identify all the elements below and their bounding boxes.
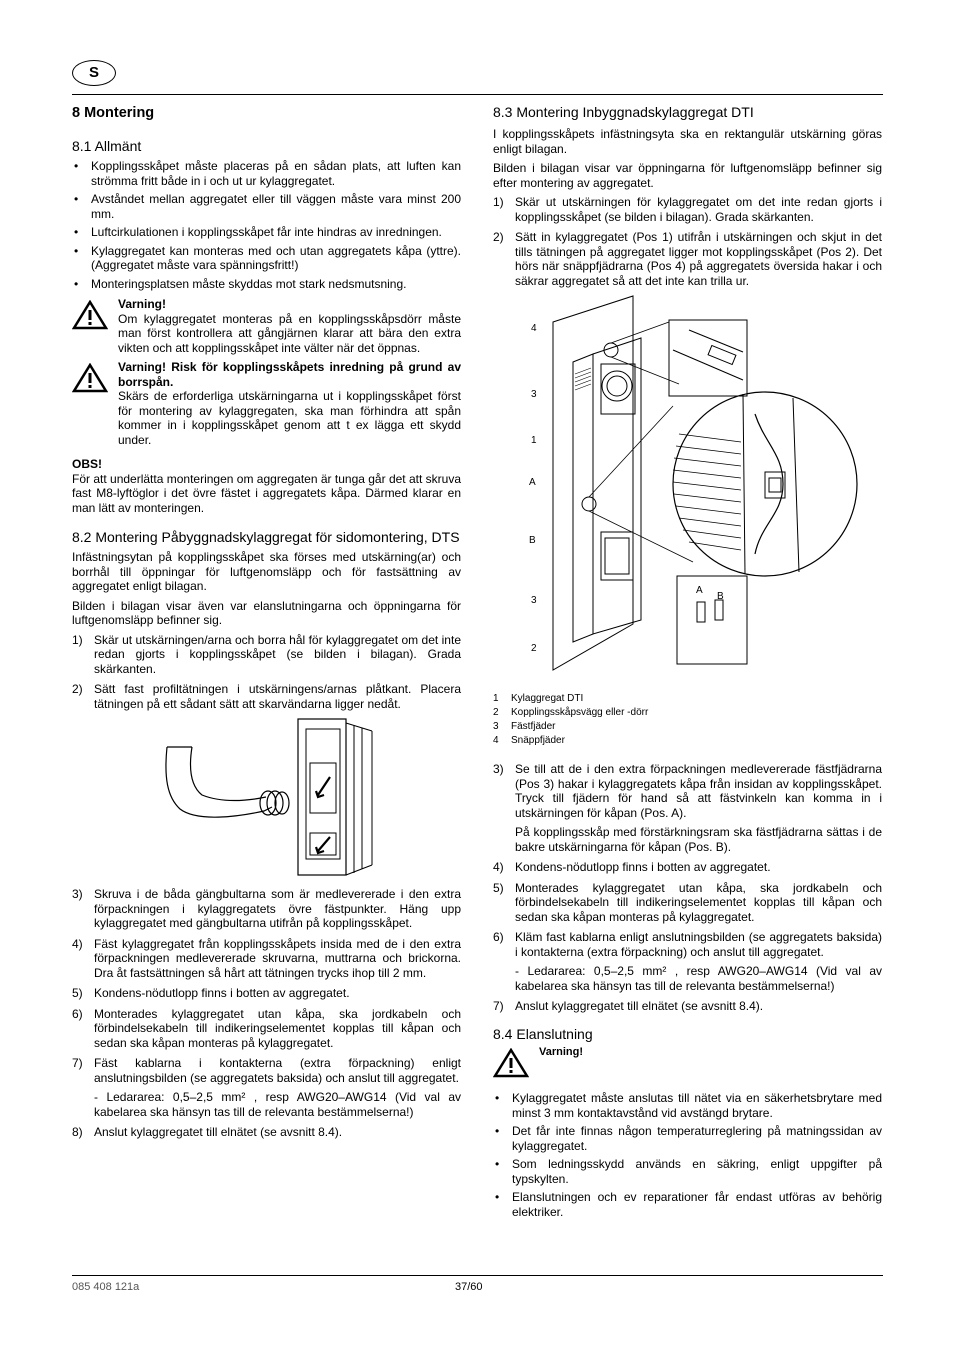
- callout-label: B: [529, 535, 536, 546]
- header-rule: [72, 94, 883, 95]
- section-8-1-title: 8.1 Allmänt: [72, 138, 142, 154]
- language-badge: S: [72, 60, 116, 86]
- paragraph: Bilden i bilagan visar var öppningarna för luftgenomsläpp befinner sig efter montering av aggregatet.: [493, 161, 882, 190]
- list-item: • Kylaggregatet måste anslutas till nätet via en säkerhetsbrytare med minst 3 mm kontaktavstånd vid avstängd brytare.: [493, 1091, 882, 1120]
- dts-steps-a: [72, 633, 461, 712]
- dts-steps-b: [72, 887, 461, 1140]
- paragraph: Infästningsytan på kopplingsskåpet ska förses med utskärning(ar) och borrhål till öppningar för luftgenomsläpp och för fastsättning av aggregatet enligt bilagan.: [72, 550, 461, 593]
- legend-item: 1 Kylaggregat DTI: [493, 693, 584, 704]
- dti-steps-a: [493, 195, 882, 288]
- warning-drill-chips: [72, 360, 461, 447]
- legend-item: 2 Kopplingsskåpsvägg eller -dörr: [493, 707, 649, 718]
- profile-seal-illustration: [72, 717, 461, 879]
- warning-text: Skärs de erforderliga utskärningarna ut i kopplingsskåpet först för montering av kylaggregaten, ska man förhindra att spån kommer in i kopplingsskåpet genom att t ex lägga ett skydd under.: [118, 389, 461, 447]
- warning-triangle-icon: [493, 1045, 539, 1082]
- list-item: 6) Monterades kylaggregatet utan kåpa, ska jordkabeln och förbindelsekabeln till indikeringselementet kopplas till kåpan och sedan ska kåpan monteras på kylaggregatet.: [72, 1006, 461, 1050]
- warning-text: Om kylaggregatet monteras på en kopplingsskåpsdörr måste man först kontrollera att gångjärnen klarar att bära den extra vikten och att kopplingsskåpet inte välter när det öppnas.: [118, 311, 461, 355]
- legend-item: 3 Fästfjäder: [493, 721, 556, 732]
- callout-label: 4: [531, 323, 537, 334]
- footer-rule: [72, 1275, 883, 1276]
- list-item: 7) Anslut kylaggregatet till elnätet (se avsnitt 8.4).: [493, 999, 764, 1013]
- note-text: För att underlätta monteringen om aggregaten är tunga går det att skruva fast M8-lyftöglor i det övre fästet i aggregatets kåpa. Därmed klarar en man lätt av monteringen.: [72, 471, 461, 515]
- list-item: 3) Se till att de i den extra förpackningen medlevererade fästfjädrarna (Pos 3) hakar i kylaggregatets kåpa från insidan av kopplingsskåpet. Tryck till fjädern för hand så att fästvinkeln kan komma in i utskärningen för kåpan (Pos. A). På kopplingsskåp med förstärkningsram ska fästfjädrarna sättas i de bakre utskärningarna för kåpan (Pos. B).: [493, 762, 882, 854]
- legend-item: 4 Snäppfjäder: [493, 735, 565, 746]
- list-item: 4) Fäst kylaggregatet från kopplingsskåpets insida med de i den extra förpackningen medlevererade skruvarna, muttrarna och brickorna. Dra åt fastsättningen så hårt att tätningen trycks ihop till 2 mm.: [72, 936, 461, 980]
- paragraph: I kopplingsskåpets infästningsyta ska en rektangulär utskärning göras enligt bilagan.: [493, 127, 882, 156]
- list-item: 7) Fäst kablarna i kontakterna (extra förpackning) enligt anslutningsbilden (se aggregatets baksida) och anslut till aggregatet. - Ledararea: 0,5–2,5 mm² , resp AWG20–AWG14 (Vid val av kabelarea ska hänsyn tas till de relevanta bestämmelserna!): [72, 1056, 461, 1119]
- callout-label: 3: [531, 595, 537, 606]
- general-bullet-list: [72, 159, 461, 291]
- paragraph: Bilden i bilagan visar även var elanslutningarna och öppningarna för luftgenomsläpp befinner sig.: [72, 598, 461, 627]
- list-item: 4) Kondens-nödutlopp finns i botten av aggregatet.: [493, 860, 771, 874]
- warning-title: Varning!: [539, 1045, 584, 1058]
- list-item: 2) Sätt fast profiltätningen i utskärningens/arnas plåtkant. Placera tätningen på ett sådant sätt att skarvändarna ligger nedåt.: [72, 682, 461, 711]
- warning-triangle-icon: [72, 360, 118, 447]
- warning-electrical: [493, 1045, 882, 1082]
- note-title: OBS!: [72, 457, 102, 471]
- right-column: [493, 104, 882, 1225]
- section-8-2-title: 8.2 Montering Påbyggnadskylaggregat för sidomontering, DTS: [72, 529, 460, 545]
- warning-triangle-icon: [72, 297, 118, 355]
- note-block: [72, 457, 461, 515]
- list-item: 5) Kondens-nödutlopp finns i botten av aggregatet.: [72, 986, 350, 1000]
- callout-label: A: [696, 585, 703, 596]
- list-item: 3) Skruva i de båda gängbultarna som är medlevererade i den extra förpackningen i kylaggregatets övre fästpunkter. Häng upp kylaggregatet med gängbultarna utifrån på kopplingsskåpet.: [72, 887, 461, 930]
- callout-label: 2: [531, 643, 537, 654]
- callout-label: 3: [531, 389, 537, 400]
- section-title: 8 Montering: [72, 105, 155, 121]
- list-item: • Kylaggregatet kan monteras med och utan aggregatets kåpa (yttre). (Aggregatet måste vara spänningsfritt!): [72, 244, 461, 273]
- electrical-bullet-list: [493, 1091, 882, 1219]
- list-item: • Som ledningsskydd används en säkring, enligt uppgifter på typskylten.: [493, 1157, 882, 1186]
- list-item: 1) Skär ut utskärningen för kylaggregatet om det inte redan gjorts i kopplingsskåpet (se bilden i bilagan). Grada skärkanten.: [493, 195, 882, 224]
- list-item: 8) Anslut kylaggregatet till elnätet (se avsnitt 8.4).: [72, 1125, 343, 1139]
- dti-mounting-illustration: [493, 294, 882, 684]
- list-item: • Det får inte finnas någon temperaturreglering på matningssidan av kylaggregatet.: [493, 1124, 882, 1153]
- section-8-4-title: 8.4 Elanslutning: [493, 1025, 593, 1042]
- list-item: 6) Kläm fast kablarna enligt anslutningsbilden (se aggregatets baksida) i kontakterna (extra förpackning) och anslut till aggregatet. - Ledararea: 0,5–2,5 mm² , resp AWG20–AWG14 (Vid val av kabelarea ska hänsyn tas till de relevanta bestämmelserna!): [493, 930, 882, 993]
- dti-steps-b: [493, 762, 882, 1014]
- list-item: 2) Sätt in kylaggregatet (Pos 1) utifrån i utskärningen och skjut in det tills tätningen på aggregatet ligger mot kopplingsskåpet (Pos 2). Det hörs när snäppfjädrarna (Pos 4) på aggregatets översida hakar i och säkrar aggregatet så att det inte kan trilla ur.: [493, 230, 882, 288]
- callout-label: A: [529, 477, 536, 488]
- warning-door-mount: [72, 297, 461, 355]
- callout-label: B: [717, 591, 724, 602]
- callout-label: 1: [531, 435, 537, 446]
- section-8-3-title: 8.3 Montering Inbyggnadskylaggregat DTI: [493, 104, 754, 120]
- list-item: • Avståndet mellan aggregatet eller till väggen måste vara minst 200 mm.: [72, 192, 461, 221]
- left-column: [72, 104, 461, 1146]
- list-item: 5) Monterades kylaggregatet utan kåpa, ska jordkabeln och förbindelsekabeln till indikeringselementet kopplas till kåpan och sedan ska kåpan monteras på kylaggregatet.: [493, 880, 882, 924]
- page-number: 37/60: [455, 1281, 483, 1293]
- document-number: 085 408 121a: [72, 1281, 140, 1293]
- warning-title: Varning! Risk för kopplingsskåpets inredning på grund av borrspån.: [118, 360, 461, 389]
- list-item: • Elanslutningen och ev reparationer får endast utföras av behörig elektriker.: [493, 1190, 882, 1219]
- list-item: 1) Skär ut utskärningen/arna och borra hål för kylaggregatet om det inte redan gjorts i kopplingsskåpet (se bilden i bilagan). Grada skärkanten.: [72, 632, 461, 676]
- list-item: • Kopplingsskåpet måste placeras på en sådan plats, att luften kan strömma fritt både in i och ut ur kylaggregatet.: [72, 159, 461, 188]
- list-item: • Monteringsplatsen måste skyddas mot stark nedsmutsning.: [72, 277, 461, 292]
- figure-legend: [493, 692, 882, 748]
- list-item: • Luftcirkulationen i kopplingsskåpet får inte hindras av inredningen.: [72, 225, 461, 240]
- warning-title: Varning!: [118, 297, 167, 311]
